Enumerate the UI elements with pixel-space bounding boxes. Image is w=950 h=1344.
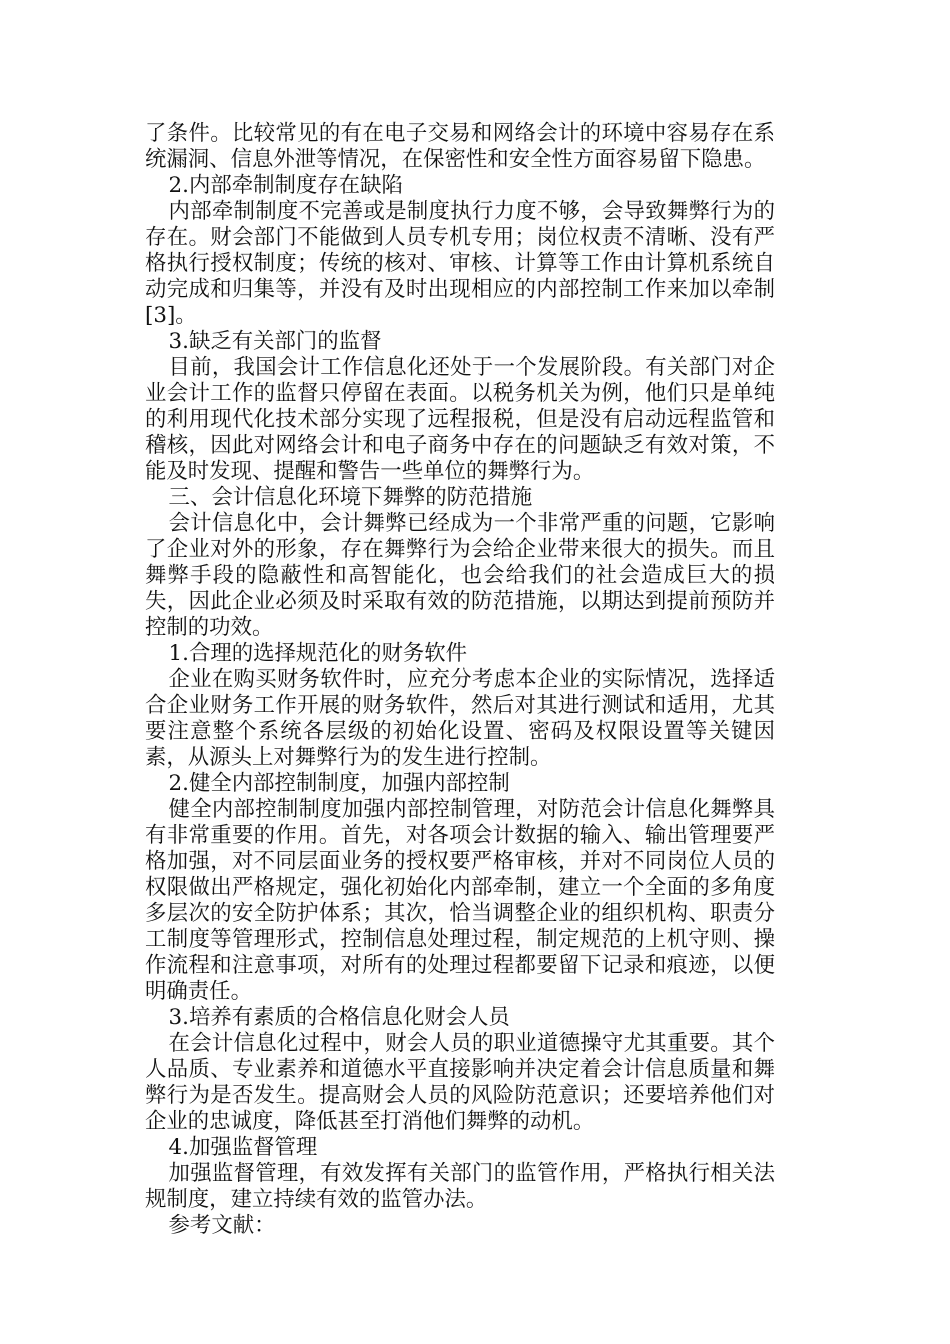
section-heading: 2.健全内部控制制度，加强内部控制	[168, 771, 510, 796]
paragraph-continued: 了条件。比较常见的有在电子交易和网络会计的环境中容易存在系统漏洞、信息外泄等情况，在保密性和安全性方面容易留下隐患。	[145, 121, 775, 172]
section-heading: 3.缺乏有关部门的监督	[168, 329, 382, 354]
section-heading: 3.培养有素质的合格信息化财会人员	[168, 1005, 510, 1030]
section-heading: 1.合理的选择规范化的财务软件	[168, 641, 468, 666]
paragraph: 在会计信息化过程中，财会人员的职业道德操守尤其重要。其个人品质、专业素养和道德水平直接影响并决定着会计信息质量和舞弊行为是否发生。提高财会人员的风险防范意识；还要培养他们对企业的忠诚度，降低甚至打消他们舞弊的动机。	[145, 1031, 775, 1134]
paragraph: 加强监督管理，有效发挥有关部门的监管作用，严格执行相关法规制度，建立持续有效的监管办法。	[145, 1161, 775, 1212]
section-heading: 4.加强监督管理	[168, 1135, 318, 1160]
paragraph: 会计信息化中，会计舞弊已经成为一个非常严重的问题，它影响了企业对外的形象，存在舞弊行为会给企业带来很大的损失。而且舞弊手段的隐蔽性和高智能化，也会给我们的社会造成巨大的损失，因此企业必须及时采取有效的防范措施，以期达到提前预防并控制的功效。	[145, 511, 775, 640]
section-heading: 2.内部牵制制度存在缺陷	[168, 173, 403, 198]
paragraph: 内部牵制制度不完善或是制度执行力度不够，会导致舞弊行为的存在。财会部门不能做到人员专机专用；岗位权责不清晰、没有严格执行授权制度；传统的核对、审核、计算等工作由计算机系统自动完成和归集等，并没有及时出现相应的内部控制工作来加以牵制[3]。	[145, 199, 775, 328]
document-body	[145, 121, 775, 1239]
paragraph: 健全内部控制制度加强内部控制管理，对防范会计信息化舞弊具有非常重要的作用。首先，对各项会计数据的输入、输出管理要严格加强，对不同层面业务的授权要严格审核，并对不同岗位人员的权限做出严格规定，强化初始化内部牵制，建立一个全面的多角度多层次的安全防护体系；其次，恰当调整企业的组织机构、职责分工制度等管理形式，控制信息处理过程，制定规范的上机守则、操作流程和注意事项，对所有的处理过程都要留下记录和痕迹，以便明确责任。	[145, 797, 775, 1004]
chapter-heading: 三、会计信息化环境下舞弊的防范措施	[168, 485, 533, 510]
paragraph: 企业在购买财务软件时，应充分考虑本企业的实际情况，选择适合企业财务工作开展的财务软件，然后对其进行测试和适用，尤其要注意整个系统各层级的初始化设置、密码及权限设置等关键因素，从源头上对舞弊行为的发生进行控制。	[145, 667, 775, 770]
paragraph: 目前，我国会计工作信息化还处于一个发展阶段。有关部门对企业会计工作的监督只停留在表面。以税务机关为例，他们只是单纯的利用现代化技术部分实现了远程报税，但是没有启动远程监管和稽核，因此对网络会计和电子商务中存在的问题缺乏有效对策，不能及时发现、提醒和警告一些单位的舞弊行为。	[145, 355, 775, 484]
references-heading: 参考文献：	[168, 1213, 276, 1238]
